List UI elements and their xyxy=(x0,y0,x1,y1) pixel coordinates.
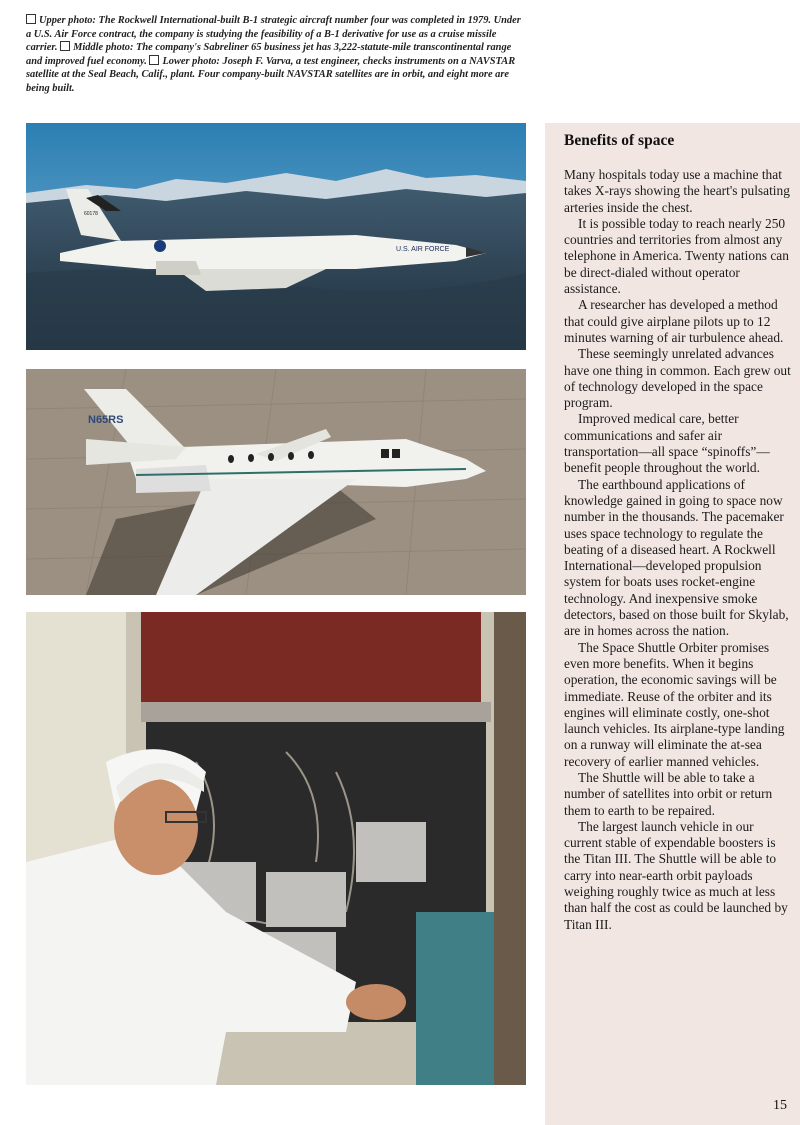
sabreliner-jet-photo xyxy=(26,369,526,595)
sidebar-paragraph: The Shuttle will be able to take a number of satellites into orbit or return them to earth to be repaired. xyxy=(564,769,773,818)
caption-upper-text: The Rockwell International-built B-1 strategic aircraft number four was completed in 1979. Under a U.S. Air Force contract, the company is studying the feasibility of a B-1 derivative for use as a cruise missile carrier. xyxy=(26,15,521,54)
sidebar-paragraph: It is possible today to reach nearly 250 countries and territories from almost any telephone in America. Twenty nations can be direct-dialed without operator assistance. xyxy=(564,215,789,297)
bullet-box-icon xyxy=(26,14,36,24)
benefits-sidebar xyxy=(545,123,800,1125)
sidebar-paragraph: Many hospitals today use a machine that takes X-rays showing the heart's pulsating arteries inside the chest. xyxy=(564,167,790,215)
sidebar-paragraph: Improved medical care, better communications and safer air transportation—all space “spinoffs”—benefit people throughout the world. xyxy=(564,411,770,476)
sidebar-paragraph: A researcher has developed a method that could give airplane pilots up to 12 minutes warning of air turbulence ahead. xyxy=(564,297,784,345)
sidebar-paragraph: These seemingly unrelated advances have one thing in common. Each grew out of technology developed in the space program. xyxy=(564,346,791,411)
caption-lower-text: Joseph F. Varva, a test engineer, checks instruments on a NAVSTAR satellite at the Seal Beach, Calif., plant. Four company-built NAVSTAR satellites are in orbit, and eight more are being built. xyxy=(26,55,516,94)
sidebar-paragraph: The largest launch vehicle in our current stable of expendable boosters is the Titan III. The Shuttle will be able to carry into near-earth orbit payloads weighing roughly twice as much at less than half the cost as could be launched by Titan III. xyxy=(564,818,788,932)
bullet-box-icon xyxy=(60,41,70,51)
caption-upper-label: Upper photo: xyxy=(39,15,96,26)
b1-bomber-photo xyxy=(26,123,526,350)
caption-lower-label: Lower photo: xyxy=(162,55,220,67)
page-number: 15 xyxy=(773,1098,787,1113)
caption-middle-label: Middle photo: xyxy=(73,42,134,54)
tail-number: N65RS xyxy=(88,414,124,426)
fuselage-marking: U.S. AIR FORCE xyxy=(396,246,450,253)
navstar-engineer-photo xyxy=(26,612,526,1085)
bullet-box-icon xyxy=(149,55,159,65)
tail-marking: 60178 xyxy=(84,211,98,217)
sidebar-title: Benefits of space xyxy=(564,132,675,149)
sidebar-paragraph: The Space Shuttle Orbiter promises even more benefits. When it begins operation, the economic savings will be immediate. Reuse of the orbiter and its engines will eliminate costly, one-shot launch vehicles. Its airplane-type landing on a runway will eliminate the at-sea recovery of earlier manned vehicles. xyxy=(564,639,785,769)
sidebar-paragraph: The earthbound applications of knowledge gained in going to space now number in the thousands. The pacemaker uses space technology to regulate the beating of a diseased heart. A Rockwell International—developed propulsion system for boats uses rocket-engine technology. And inexpensive smoke detectors, based on those built for Skylab, are in homes across the nation. xyxy=(564,476,789,639)
caption-middle-text: The company's Sabreliner 65 business jet has 3,222-statute-mile transcontinental range and improved fuel economy. xyxy=(26,42,512,67)
photo-caption xyxy=(26,14,526,96)
